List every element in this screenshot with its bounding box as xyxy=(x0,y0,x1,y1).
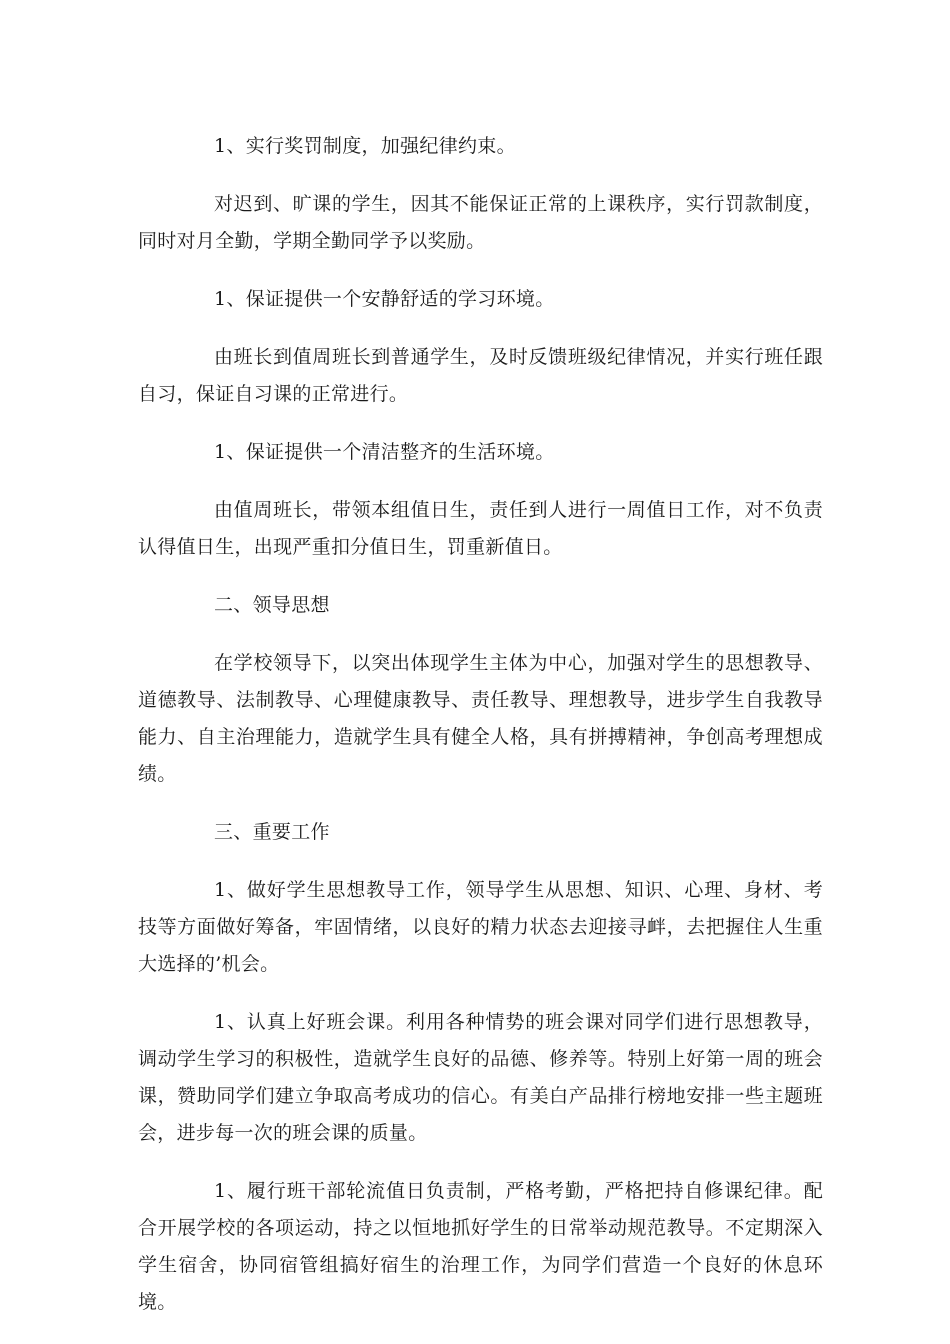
document-body xyxy=(138,128,823,1342)
paragraph-ideological-education: 1、做好学生思想教导工作，领导学生从思想、知识、心理、身材、考技等方面做好筹备，牢固情绪，以良好的精力状态去迎接寻衅，去把握住人生重大选择的’机会。 xyxy=(138,879,823,975)
paragraph-guiding-thought: 在学校领导下，以突出体现学生主体为中心，加强对学生的思想教导、道德教导、法制教导、心理健康教导、责任教导、理想教导，进步学生自我教导能力、自主治理能力，造就学生具有健全人格，具有拼搏精神，争创高考理想成绩。 xyxy=(138,652,823,785)
paragraph-cadre-duty-system: 1、履行班干部轮流值日负责制，严格考勤，严格把持自修课纪律。配合开展学校的各项运动，持之以恒地抓好学生的日常举动规范教导。不定期深入学生宿舍，协同宿管组搞好宿生的治理工作，为同学们营造一个良好的休息环境。 xyxy=(138,1180,823,1313)
paragraph-reward-punishment-heading: 1、实行奖罚制度，加强纪律约束。 xyxy=(214,135,516,157)
paragraph-living-environment-heading: 1、保证提供一个清洁整齐的生活环境。 xyxy=(214,441,555,463)
paragraph-duty-rotation: 由值周班长，带领本组值日生，责任到人进行一周值日工作，对不负责认得值日生，出现严重扣分值日生，罚重新值日。 xyxy=(138,499,823,558)
paragraph-discipline-feedback: 由班长到值周班长到普通学生，及时反馈班级纪律情况，并实行班任跟自习，保证自习课的正常进行。 xyxy=(138,346,823,405)
paragraph-study-environment-heading: 1、保证提供一个安静舒适的学习环境。 xyxy=(214,288,555,310)
section-heading-main-work: 三、重要工作 xyxy=(214,821,330,843)
section-heading-guiding-thought: 二、领导思想 xyxy=(214,594,330,616)
paragraph-class-meetings: 1、认真上好班会课。利用各种情势的班会课对同学们进行思想教导，调动学生学习的积极性，造就学生良好的品德、修养等。特别上好第一周的班会课，赞助同学们建立争取高考成功的信心。有美白产品排行榜地安排一些主题班会，进步每一次的班会课的质量。 xyxy=(138,1011,823,1144)
paragraph-attendance-rules: 对迟到、旷课的学生，因其不能保证正常的上课秩序，实行罚款制度，同时对月全勤，学期全勤同学予以奖励。 xyxy=(138,193,823,252)
